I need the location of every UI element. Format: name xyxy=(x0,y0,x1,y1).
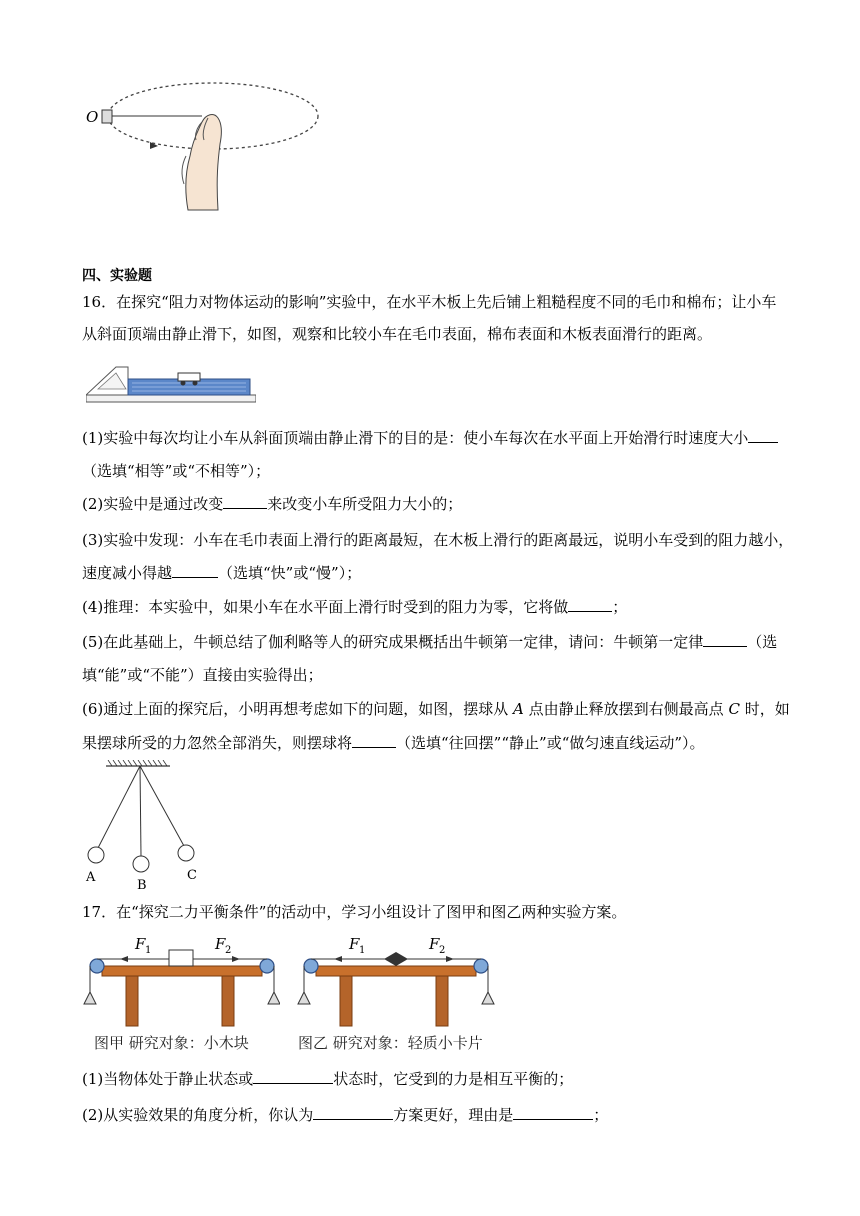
q16-answer-blank-5[interactable] xyxy=(703,632,747,647)
q16-part2 xyxy=(82,494,462,514)
q16-part6-line-2 xyxy=(82,733,705,753)
q16-part5-text-b: （选 xyxy=(747,633,778,651)
jia-f2-subscript: 2 xyxy=(225,945,232,956)
jia-f2-label: F xyxy=(215,935,226,953)
section-title: 四、实验题 xyxy=(82,268,152,284)
q17-part2-text-b: 方案更好，理由是 xyxy=(393,1106,514,1124)
q16-part4-text-b: ； xyxy=(612,598,628,616)
q16-part5-line-2: 填“能”或“不能”）直接由实验得出； xyxy=(82,666,323,684)
q17-part1-text-a: (1)当物体处于静止状态或 xyxy=(82,1070,254,1088)
figure-jia-caption: 图甲 研究对象：小木块 xyxy=(94,1034,249,1052)
q16-answer-blank-2[interactable] xyxy=(223,494,267,509)
q16-part5-text-a: (5)在此基础上，牛顿总结了伽利略等人的研究成果概括出牛顿第一定律，请问：牛顿第一定律 xyxy=(82,633,704,651)
q16-part1-text: (1)实验中每次均让小车从斜面顶端由静止滑下的目的是：使小车每次在水平面上开始滑行时速度大小 xyxy=(82,429,749,447)
figure-yi xyxy=(294,932,500,1034)
q16-answer-blank-1[interactable] xyxy=(748,428,778,443)
q17-part1 xyxy=(82,1069,573,1089)
figure-jia xyxy=(80,932,280,1034)
point-c-ref: C xyxy=(728,700,740,718)
q17-part2-text-a: (2)从实验效果的角度分析，你认为 xyxy=(82,1106,314,1124)
q16-answer-blank-4[interactable] xyxy=(568,597,612,612)
q16-answer-blank-6[interactable] xyxy=(352,733,396,748)
q16-answer-blank-3[interactable] xyxy=(172,563,218,578)
q17-part2 xyxy=(82,1105,608,1125)
q17-answer-blank-1[interactable] xyxy=(253,1069,333,1084)
yi-f1-subscript: 1 xyxy=(359,945,366,956)
q16-part2-text-b: 来改变小车所受阻力大小的； xyxy=(267,495,463,513)
q16-part6-text-d: 果摆球所受的力忽然全部消失，则摆球将 xyxy=(82,734,353,752)
q16-intro-line-1: 16．在探究“阻力对物体运动的影响”实验中，在水平木板上先后铺上粗糙程度不同的毛巾和棉布；让小车 xyxy=(82,293,777,311)
jia-f1-label: F xyxy=(135,935,146,953)
pendulum-figure xyxy=(80,760,210,890)
q16-intro-line-2: 从斜面顶端由静止滑下，如图，观察和比较小车在毛巾表面，棉布表面和木板表面滑行的距离。 xyxy=(82,325,713,343)
jia-f1-subscript: 1 xyxy=(145,945,152,956)
q16-part2-text-a: (2)实验中是通过改变 xyxy=(82,495,224,513)
q16-part6-text-e: （选填“往回摆”“静止”或“做匀速直线运动”）。 xyxy=(396,734,705,752)
q17-part2-text-c: ； xyxy=(593,1106,609,1124)
yi-f2-label: F xyxy=(429,935,440,953)
q17-answer-blank-2[interactable] xyxy=(313,1105,393,1120)
pendulum-label-a: A xyxy=(86,870,96,885)
pendulum-label-b: B xyxy=(137,878,147,890)
figure-yi-caption: 图乙 研究对象：轻质小卡片 xyxy=(298,1034,483,1052)
q17-part1-text-b: 状态时，它受到的力是相互平衡的； xyxy=(333,1070,574,1088)
q16-part3-text-b: 速度减小得越 xyxy=(82,564,173,582)
q16-part4-text-a: (4)推理：本实验中，如果小车在水平面上滑行时受到的阻力为零，它将做 xyxy=(82,598,569,616)
q16-part6-text-c: 时，如 xyxy=(744,700,790,718)
point-a-ref: A xyxy=(513,700,524,718)
q16-part3-line-2 xyxy=(82,563,361,583)
q16-part1-options: （选填“相等”或“不相等”）； xyxy=(82,462,271,480)
q16-part3-text-c: （选填“快”或“慢”）； xyxy=(218,564,362,582)
point-o-label: O xyxy=(86,108,99,126)
q16-part4 xyxy=(82,597,627,617)
q16-part6-text-a: (6)通过上面的探究后，小明再想考虑如下的问题，如图，摆球从 xyxy=(82,700,509,718)
yi-f1-label: F xyxy=(349,935,360,953)
q16-part6-line-1 xyxy=(82,699,790,719)
q16-part1 xyxy=(82,428,778,448)
q16-part5-line-1 xyxy=(82,632,777,652)
pendulum-label-c: C xyxy=(187,868,197,883)
q16-part3-line-1: (3)实验中发现：小车在毛巾表面上滑行的距离最短，在木板上滑行的距离最远，说明小车受到的阻力越小， xyxy=(82,531,794,549)
circular-motion-figure xyxy=(80,78,330,218)
q17-intro: 17．在“探究二力平衡条件”的活动中，学习小组设计了图甲和图乙两种实验方案。 xyxy=(82,903,627,921)
ramp-board-figure xyxy=(86,365,256,405)
yi-f2-subscript: 2 xyxy=(439,945,446,956)
q16-part6-text-b: 点由静止释放摆到右侧最高点 xyxy=(528,700,724,718)
q17-answer-blank-3[interactable] xyxy=(513,1105,593,1120)
